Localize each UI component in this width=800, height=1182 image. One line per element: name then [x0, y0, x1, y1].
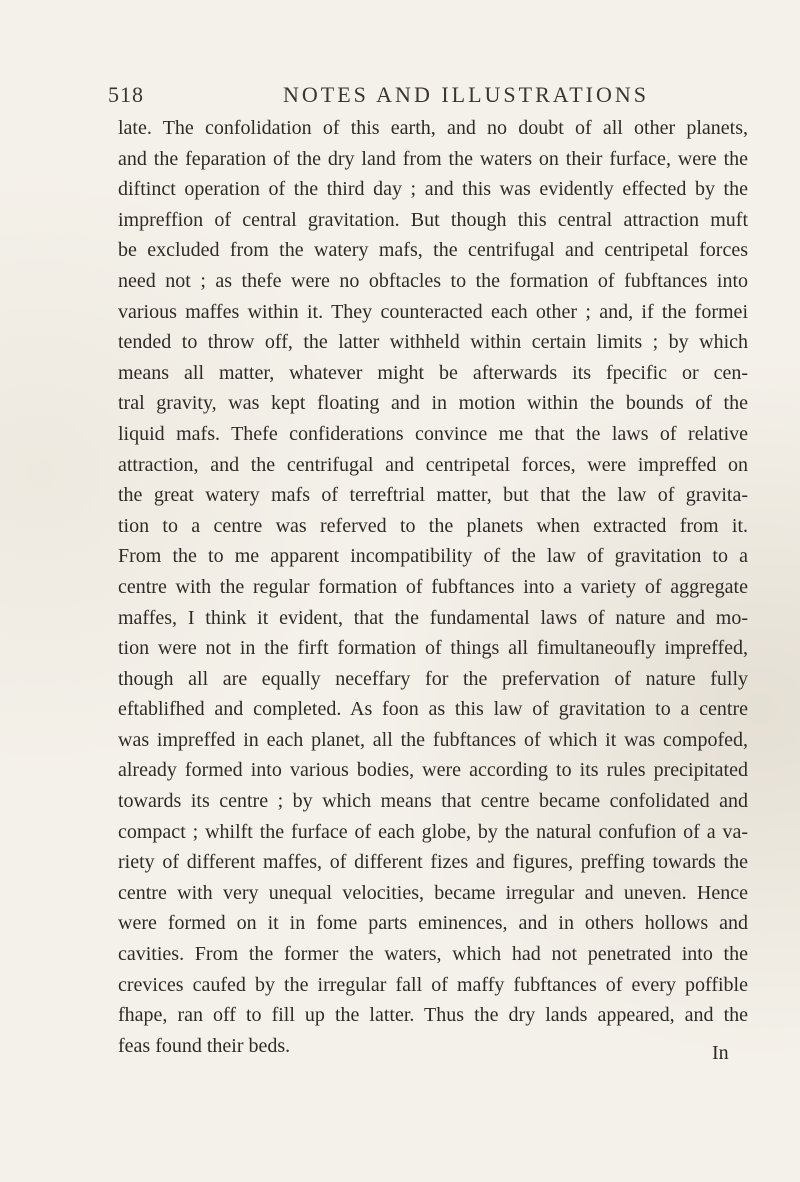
text-line: need not ; as thefe were no obftacles to the formation of fubftances into: [118, 269, 748, 292]
text-line: tion to a centre was referved to the planets when extracted from it.: [118, 514, 748, 537]
text-line: various maffes within it. They counteracted each other ; and, if the formei: [118, 300, 748, 323]
text-line: attraction, and the centrifugal and centripetal forces, were impreffed on: [118, 453, 748, 476]
text-line: and the feparation of the dry land from the waters on their furface, were the: [118, 147, 748, 170]
text-line: riety of different maffes, of different fizes and figures, preffing towards the: [118, 851, 748, 874]
text-line: compact ; whilft the furface of each globe, by the natural confufion of a va-: [118, 820, 748, 843]
page-number: 518: [108, 82, 144, 107]
text-line: feas found their beds.: [118, 1034, 291, 1057]
text-line: fhape, ran off to fill up the latter. Thus the dry lands appeared, and the: [118, 1004, 748, 1027]
text-line: already formed into various bodies, were according to its rules precipitated: [118, 759, 748, 782]
text-line: tral gravity, was kept floating and in motion within the bounds of the: [118, 392, 748, 415]
text-line: cavities. From the former the waters, which had not penetrated into the: [118, 943, 748, 966]
page-header: [108, 82, 748, 112]
text-line: maffes, I think it evident, that the fundamental laws of nature and mo-: [118, 606, 748, 629]
text-line: though all are equally neceffary for the prefervation of nature fully: [118, 667, 748, 690]
catchword: In: [712, 1042, 729, 1064]
text-line: impreffion of central gravitation. But though this central attraction muft: [118, 208, 748, 231]
text-line: liquid mafs. Thefe confiderations convince me that the laws of relative: [118, 422, 748, 445]
text-line: the great watery mafs of terreftrial matter, but that the law of gravita-: [118, 484, 748, 507]
text-line: diftinct operation of the third day ; and this was evidently effected by the: [118, 178, 748, 201]
text-line: From the to me apparent incompatibility of the law of gravitation to a: [118, 545, 748, 568]
text-line: tended to throw off, the latter withheld within certain limits ; by which: [118, 331, 748, 354]
text-line: means all matter, whatever might be afterwards its fpecific or cen-: [118, 361, 748, 384]
text-line: crevices caufed by the irregular fall of maffy fubftances of every poffible: [118, 973, 748, 996]
text-line: centre with very unequal velocities, became irregular and uneven. Hence: [118, 881, 748, 904]
running-head: NOTES AND ILLUSTRATIONS: [283, 82, 649, 107]
body-text: [118, 113, 748, 1061]
text-line: be excluded from the watery mafs, the centrifugal and centripetal forces: [118, 239, 748, 262]
text-line: towards its centre ; by which means that centre became confolidated and: [118, 790, 748, 813]
text-line: was impreffed in each planet, all the fubftances of which it was compofed,: [118, 728, 748, 751]
text-line: eftablifhed and completed. As foon as this law of gravitation to a centre: [118, 698, 748, 721]
text-line: late. The confolidation of this earth, and no doubt of all other planets,: [118, 117, 748, 139]
text-line: tion were not in the firft formation of things all fimultaneoufly impreffed,: [118, 637, 748, 660]
text-line: were formed on it in fome parts eminences, and in others hollows and: [118, 912, 748, 935]
text-line: centre with the regular formation of fubftances into a variety of aggregate: [118, 575, 748, 598]
